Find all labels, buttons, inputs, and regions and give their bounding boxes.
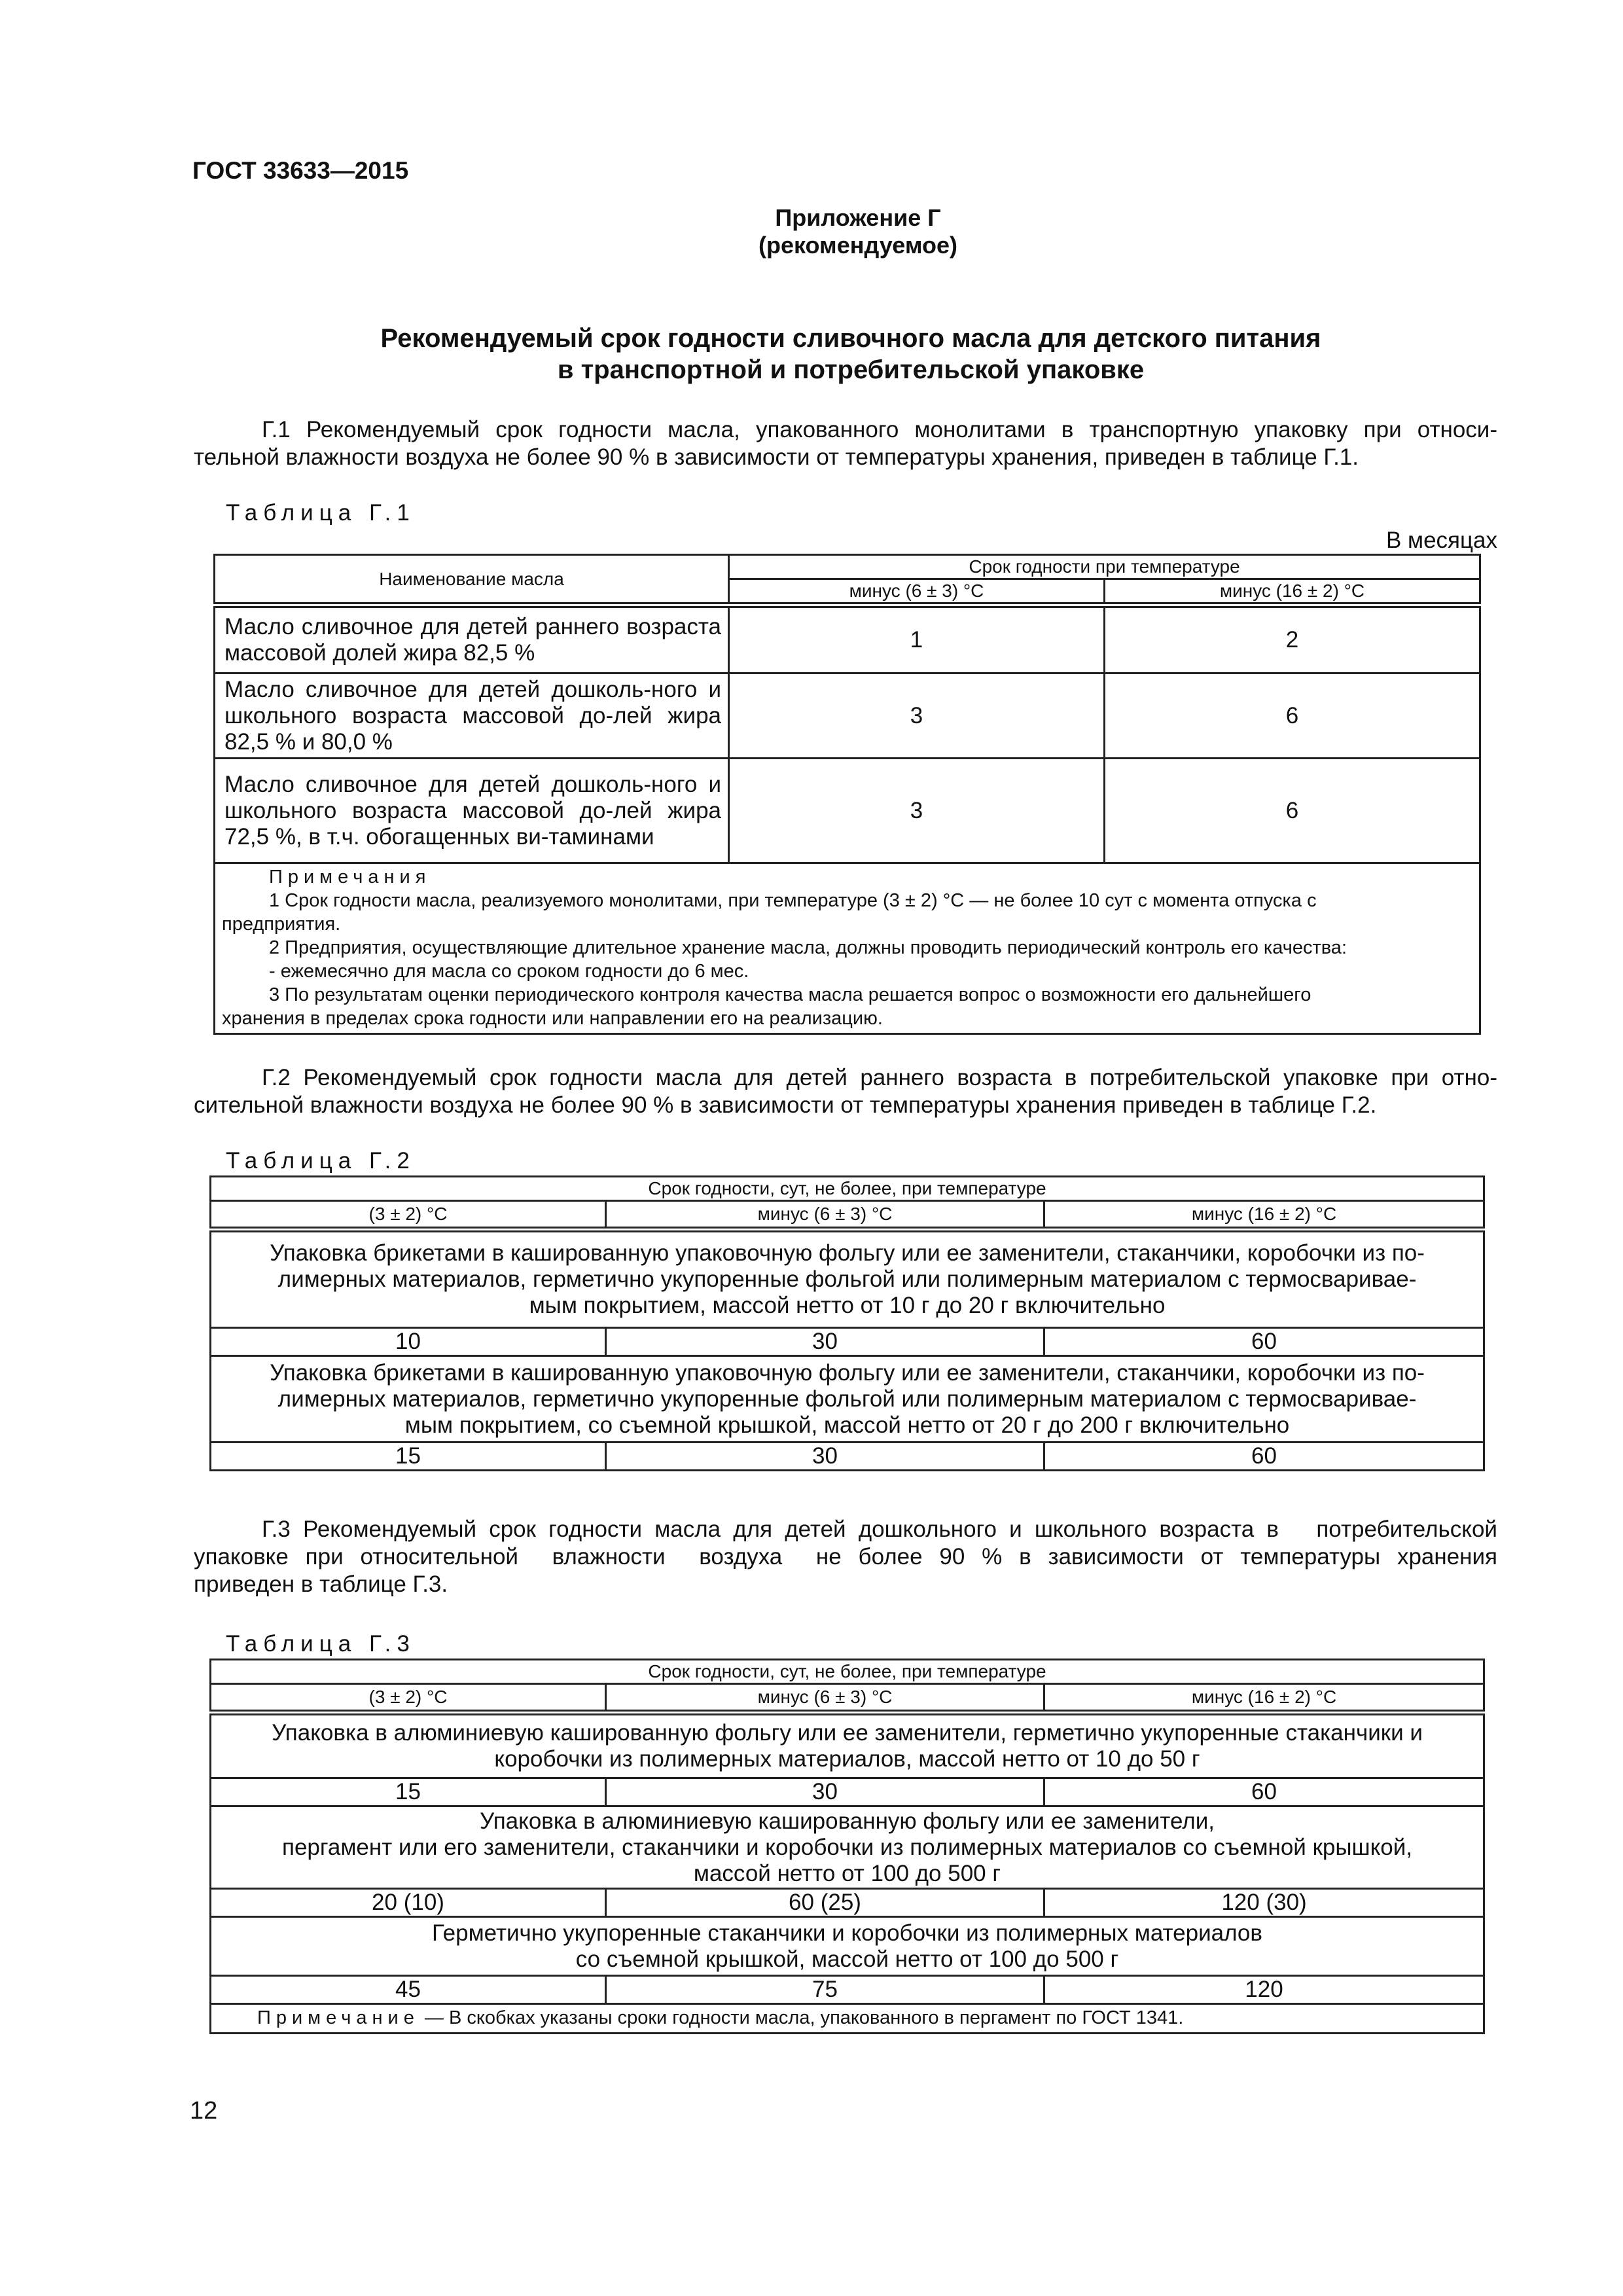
- table-g1-caption: Таблица Г.1: [226, 500, 416, 526]
- table-g3: [209, 1659, 1485, 2034]
- table-g3-note: Примечание — В скобках указаны сроки годности масла, упакованного в пергамент по ГОСТ 1341.: [211, 2004, 1484, 2034]
- table-cell: 30: [606, 1443, 1044, 1471]
- table-cell: 45: [211, 1976, 606, 2004]
- paragraph-g1: Г.1 Рекомендуемый срок годности масла, упакованного монолитами в транспортную упаковку при относи- тельной влажности воздуха не более 90 % в зависимости от температуры хранения, приведен в таблице Г.1.: [194, 417, 1497, 470]
- table-cell: 60 (25): [606, 1889, 1044, 1917]
- table-g2-group-1: Упаковка брикетами в кашированную упаковочную фольгу или ее заменители, стаканчики, коробочки из по- лимерных материалов, герметично укупоренные фольгой или полимерным материалом с термосваривае- мым покрытием, массой нетто от 10 г до 20 г включительно: [211, 1230, 1484, 1328]
- table-g2-group-2: Упаковка брикетами в кашированную упаковочную фольгу или ее заменители, стаканчики, коробочки из по- лимерных материалов, герметично укупоренные фольгой или полимерным материалом с термосваривае- мым покрытием, со съемной крышкой, массой нетто от 20 г до 200 г включительно: [211, 1356, 1484, 1443]
- table-cell: 10: [211, 1328, 606, 1356]
- table-cell: 60: [1044, 1443, 1484, 1471]
- document-title: Рекомендуемый срок годности сливочного масла для детского питания в транспортной и потребительской упаковке: [380, 324, 1321, 384]
- table-cell: 120: [1044, 1976, 1484, 2004]
- table-cell: 75: [606, 1976, 1044, 2004]
- table-g1-col-a: минус (6 ± 3) °С: [729, 579, 1105, 605]
- table-cell: 15: [211, 1778, 606, 1806]
- table-g2-caption: Таблица Г.2: [226, 1148, 416, 1174]
- table-g1-col-group: Срок годности при температуре: [729, 555, 1480, 579]
- table-cell: 30: [606, 1328, 1044, 1356]
- table-cell: 6: [1105, 759, 1480, 863]
- table-cell: 60: [1044, 1778, 1484, 1806]
- paragraph-g3: Г.3 Рекомендуемый срок годности масла для детей дошкольного и школьного возраста в потребительской упаковке при относительной влажности воздуха не более 90 % в зависимости от температуры хранения приведен в таблице Г.3.: [194, 1516, 1497, 1597]
- table-g2-col-3: минус (16 ± 2) °С: [1044, 1201, 1484, 1230]
- table-g1-unit: В месяцах: [1385, 528, 1497, 553]
- table-g3-group-1: Упаковка в алюминиевую кашированную фольгу или ее заменители, герметично укупоренные стаканчики и коробочки из полимерных материалов, массой нетто от 10 до 50 г: [211, 1713, 1484, 1778]
- table-cell: 1: [729, 605, 1105, 673]
- table-g3-col-2: минус (6 ± 3) °С: [606, 1684, 1044, 1713]
- table-g2-col-2: минус (6 ± 3) °С: [606, 1201, 1044, 1230]
- table-g3-caption: Таблица Г.3: [226, 1631, 416, 1657]
- paragraph-g2: Г.2 Рекомендуемый срок годности масла для детей раннего возраста в потребительской упаковке при отно- сительной влажности воздуха не более 90 % в зависимости от температуры хранения приведен в таблице Г.2.: [194, 1065, 1497, 1118]
- table-cell: 60: [1044, 1328, 1484, 1356]
- table-g2: [209, 1175, 1485, 1471]
- appendix-subtitle: (рекомендуемое): [758, 232, 957, 259]
- table-cell: 3: [729, 759, 1105, 863]
- table-cell: 2: [1105, 605, 1480, 673]
- table-g3-head: Срок годности, сут, не более, при температуре: [211, 1660, 1484, 1684]
- table-row: Масло сливочное для детей дошколь-ного и школьного возраста массовой до-лей жира 82,5 % и 80,0 %: [215, 673, 729, 759]
- table-cell: 120 (30): [1044, 1889, 1484, 1917]
- table-g3-col-1: (3 ± 2) °С: [211, 1684, 606, 1713]
- document-header: ГОСТ 33633—2015: [192, 157, 409, 184]
- table-cell: 20 (10): [211, 1889, 606, 1917]
- table-g1-notes: Примечания 1 Срок годности масла, реализуемого монолитами, при температуре (3 ± 2) °С — не более 10 сут с момента отпуска с предприятия. 2 Предприятия, осуществляющие длительное хранение масла, должны проводить периодический контроль его качества: - ежемесячно для масла со сроком годности до 6 мес. 3 По результатам оценки периодического контроля качества масла решается вопрос о возможности его дальнейшего хранения в пределах срока годности или направлении его на реализацию.: [215, 863, 1480, 1034]
- table-g3-group-3: Герметично укупоренные стаканчики и коробочки из полимерных материалов со съемной крышкой, массой нетто от 100 до 500 г: [211, 1917, 1484, 1976]
- table-g1-col-name: Наименование масла: [215, 555, 729, 605]
- table-row: Масло сливочное для детей раннего возраста массовой долей жира 82,5 %: [215, 605, 729, 673]
- appendix-heading: [682, 204, 1034, 259]
- table-g1-col-b: минус (16 ± 2) °С: [1105, 579, 1480, 605]
- table-row: Масло сливочное для детей дошколь-ного и школьного возраста массовой до-лей жира 72,5 %, в т.ч. обогащенных ви-таминами: [215, 759, 729, 863]
- table-g3-col-3: минус (16 ± 2) °С: [1044, 1684, 1484, 1713]
- page-number: 12: [190, 2097, 218, 2125]
- table-cell: 30: [606, 1778, 1044, 1806]
- table-cell: 3: [729, 673, 1105, 759]
- appendix-title: Приложение Г: [775, 204, 941, 231]
- table-cell: 6: [1105, 673, 1480, 759]
- table-g3-group-2: Упаковка в алюминиевую кашированную фольгу или ее заменители, пергамент или его заменители, стаканчики и коробочки из полимерных материалов со съемной крышкой, массой нетто от 100 до 500 г: [211, 1806, 1484, 1889]
- table-g2-col-1: (3 ± 2) °С: [211, 1201, 606, 1230]
- table-cell: 15: [211, 1443, 606, 1471]
- table-g1: [213, 554, 1481, 1035]
- table-g2-head: Срок годности, сут, не более, при температуре: [211, 1177, 1484, 1201]
